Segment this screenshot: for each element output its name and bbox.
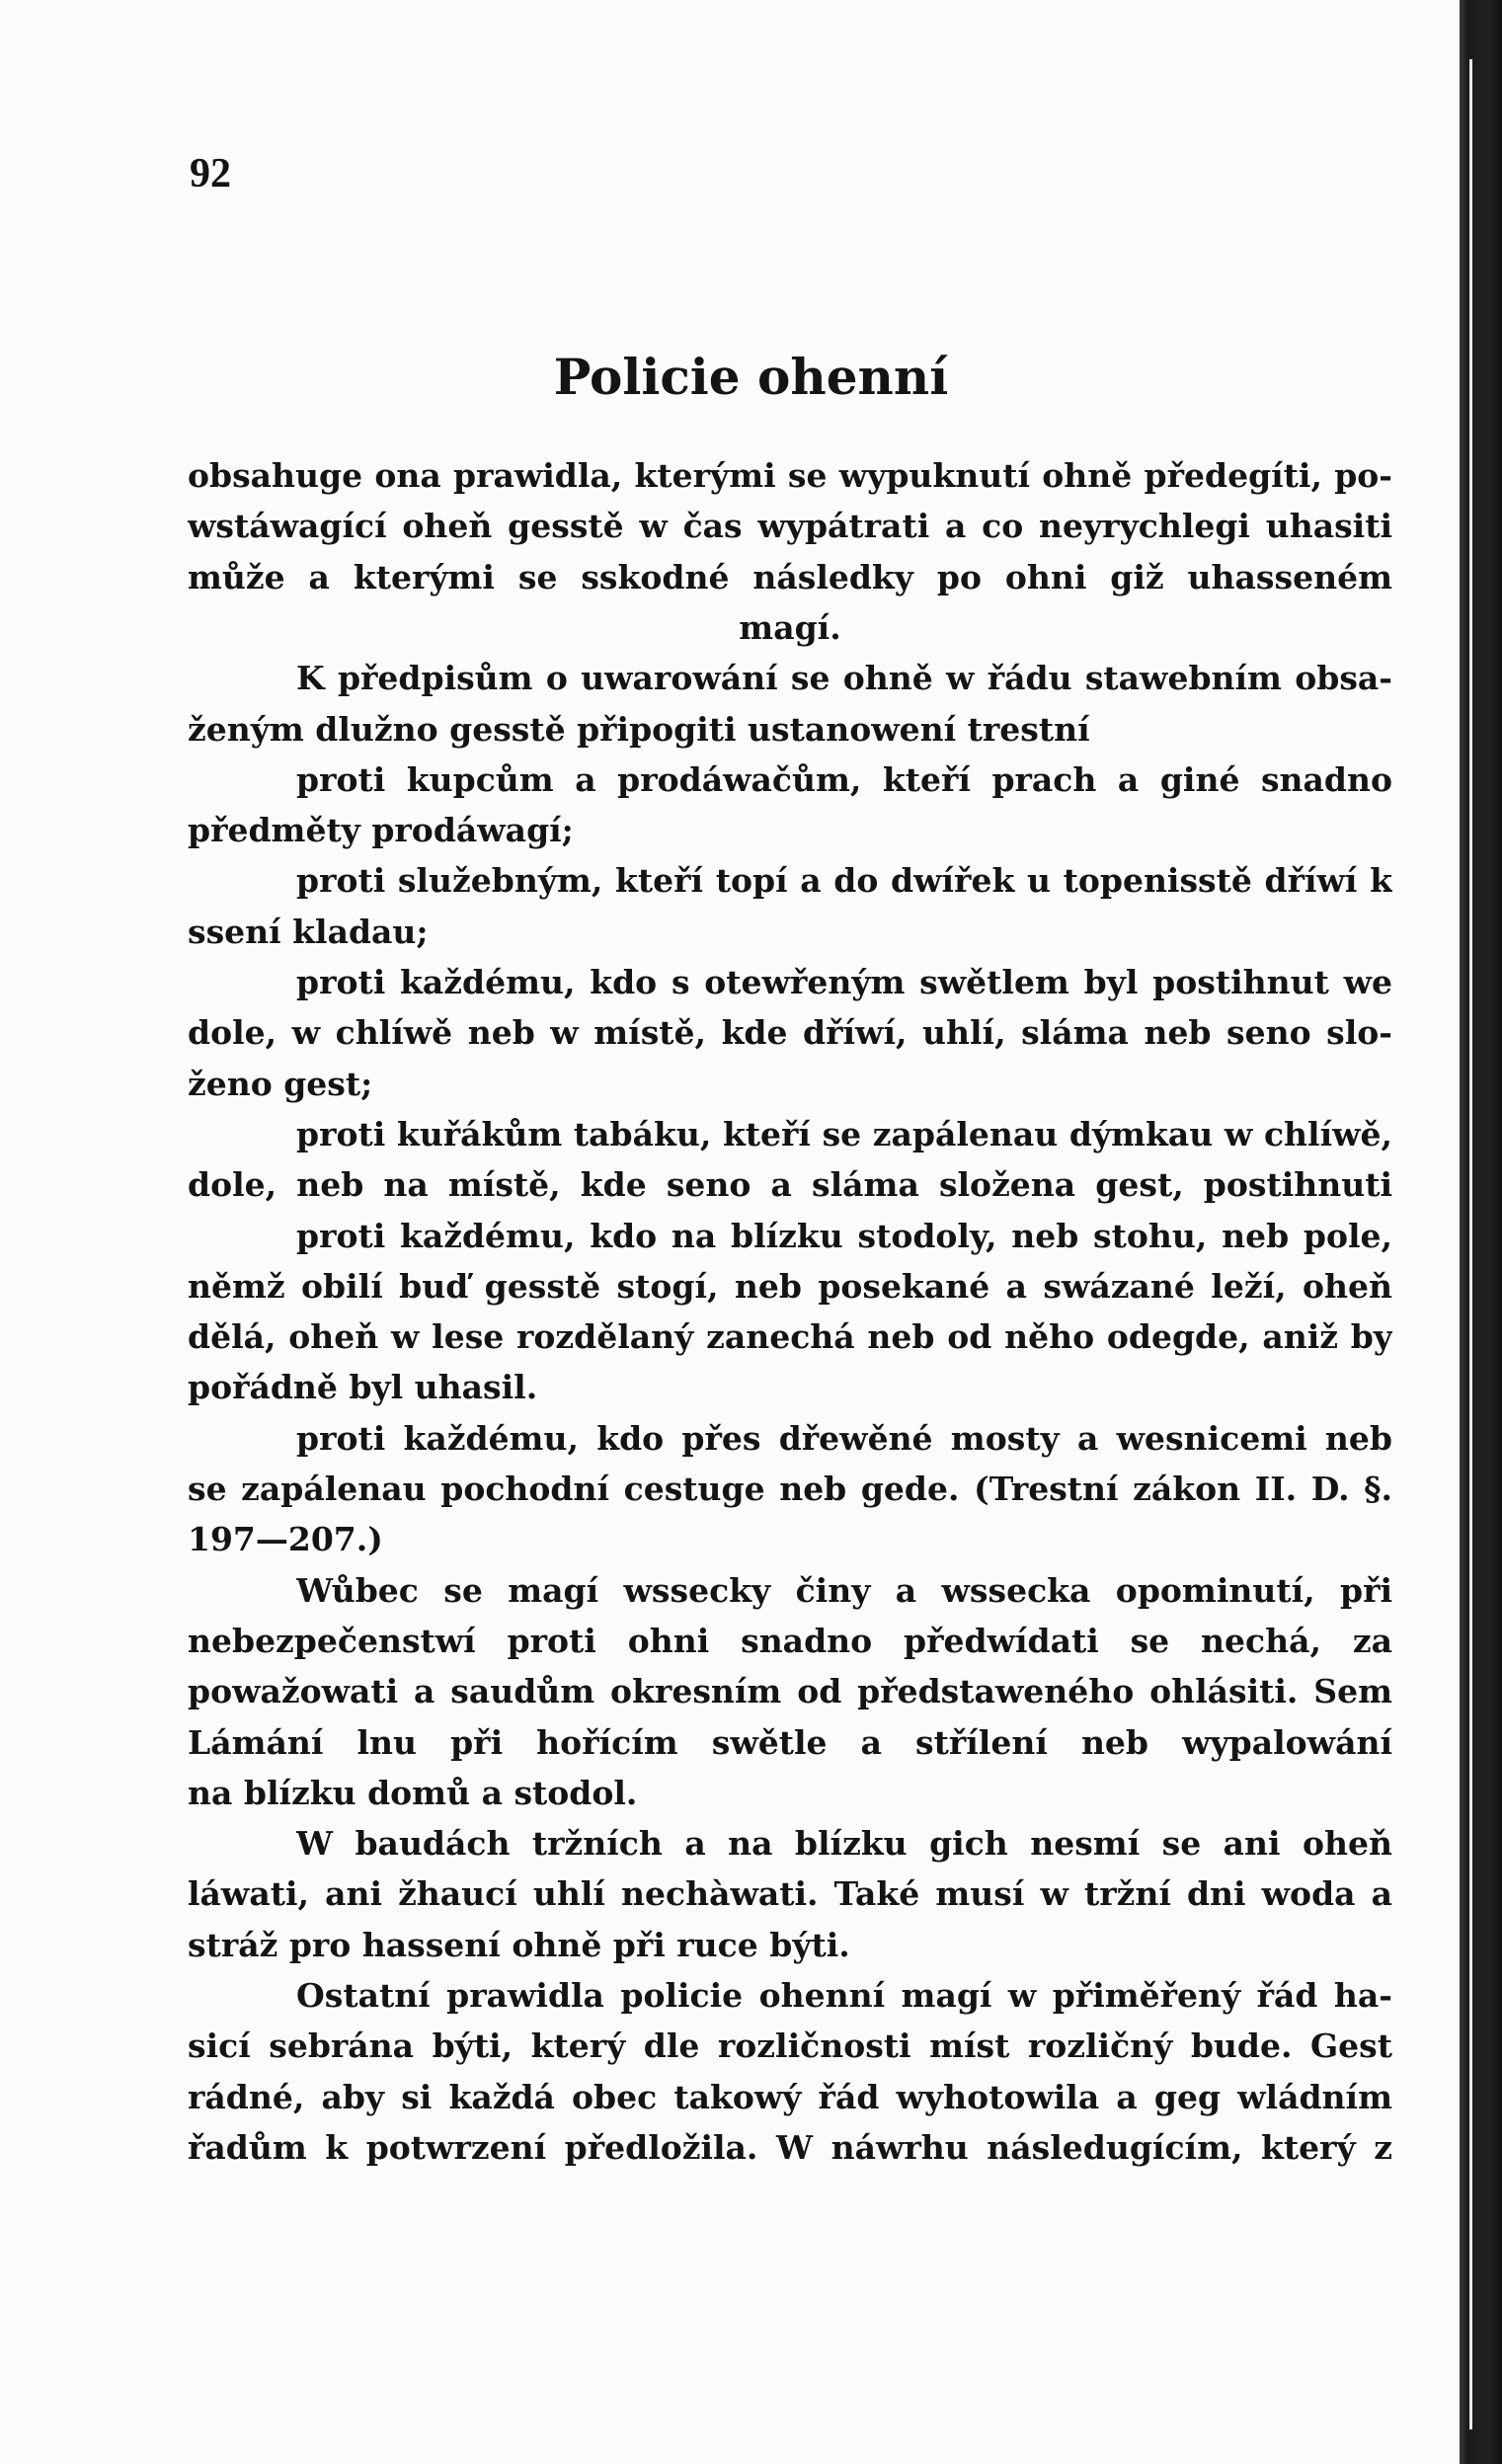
text-line: sicí sebrána býti, který dle rozličnosti míst rozličný bude. Gest [188, 2027, 1392, 2066]
text-line: W baudách tržních a na blízku gich nesmí se ani oheň [296, 1824, 1392, 1864]
text-line: proti kupcům a prodáwačům, kteří prach a giné snadno [296, 759, 1392, 799]
text-line: powažowati a saudům okresním od předstaweného ohlásiti. Sem [188, 1672, 1392, 1711]
text-line: rádné, aby si každá obec takowý řád wyhotowila a geg wládním [188, 2077, 1392, 2116]
text-line: němž obilí buď gesstě stogí, neb posekané a swázané leží, oheň [188, 1266, 1392, 1306]
text-line: může a kterými se sskodné následky po ohni giž uhasseném [188, 557, 1392, 596]
text-line: se zapálenau pochodní cestuge neb gede. (Trestní zákon II. D. §. [188, 1470, 1392, 1508]
text-line: Ostatní prawidla policie ohenní magí w přiměřený řád ha- [296, 1976, 1392, 2015]
text-line: dole, w chlíwě neb w místě, kde dříwí, uhlí, sláma neb seno slo- [188, 1013, 1392, 1053]
text-line: proti služebným, kteří topí a do dwířek u topenisstě dříwí k [296, 861, 1392, 901]
text-line: ženo gest; [188, 1064, 373, 1103]
text-line: proti kuřákům tabáku, kteří se zapálenau dýmkau w chlíwě, [296, 1114, 1392, 1153]
text-line: láwati, ani žhaucí uhlí nechàwati. Také musí w tržní dni woda a [188, 1874, 1392, 1914]
text-line: Lámání lnu při hořícím swětle a střílení neb wypalowání [188, 1722, 1392, 1762]
text-line: proti každému, kdo na blízku stodoly, neb stohu, neb pole, [296, 1216, 1392, 1255]
text-line: na blízku domů a stodol. [188, 1773, 638, 1812]
text-line: K předpisům o uwarowání se ohně w řádu stawebním obsa- [296, 659, 1392, 698]
text-line: ssení kladau; [188, 912, 429, 951]
section-title: Policie ohenní [553, 348, 949, 406]
text-line: magí. [739, 607, 841, 647]
page-number: 92 [190, 151, 231, 197]
text-line: proti každému, kdo přes dřewěné mosty a wesnicemi neb [296, 1418, 1392, 1458]
text-line: pořádně byl uhasil. [188, 1368, 538, 1407]
text-line: nebezpečenstwí proti ohni snadno předwídati se nechá, za [188, 1621, 1392, 1660]
text-line: ženým dlužno gesstě připogiti ustanowení trestní [188, 709, 1090, 749]
text-line: předměty prodáwagí; [188, 811, 574, 850]
text-line: 197—207.) [188, 1520, 383, 1559]
text-line: Wůbec se magí wssecky činy a wssecka opominutí, při [296, 1570, 1392, 1610]
text-line: proti každému, kdo s otewřeným swětlem byl postihnut we [296, 963, 1392, 1001]
text-line: stráž pro hassení ohně při ruce býti. [188, 1925, 850, 1964]
text-line: wstáwagící oheň gesstě w čas wypátrati a co neyrychlegi uhasiti [188, 507, 1392, 546]
scan-edge-line [1469, 59, 1472, 2429]
text-line: dole, neb na místě, kde seno a sláma složena gest, postihnuti [188, 1165, 1392, 1205]
text-line: dělá, oheň w lese rozdělaný zanechá neb od něho odegde, aniž by [188, 1317, 1392, 1357]
text-line: řadům k potwrzení předložila. W náwrhu následugícím, který z [188, 2127, 1392, 2167]
text-line: obsahuge ona prawidla, kterými se wypuknutí ohně předegíti, po- [188, 456, 1392, 495]
